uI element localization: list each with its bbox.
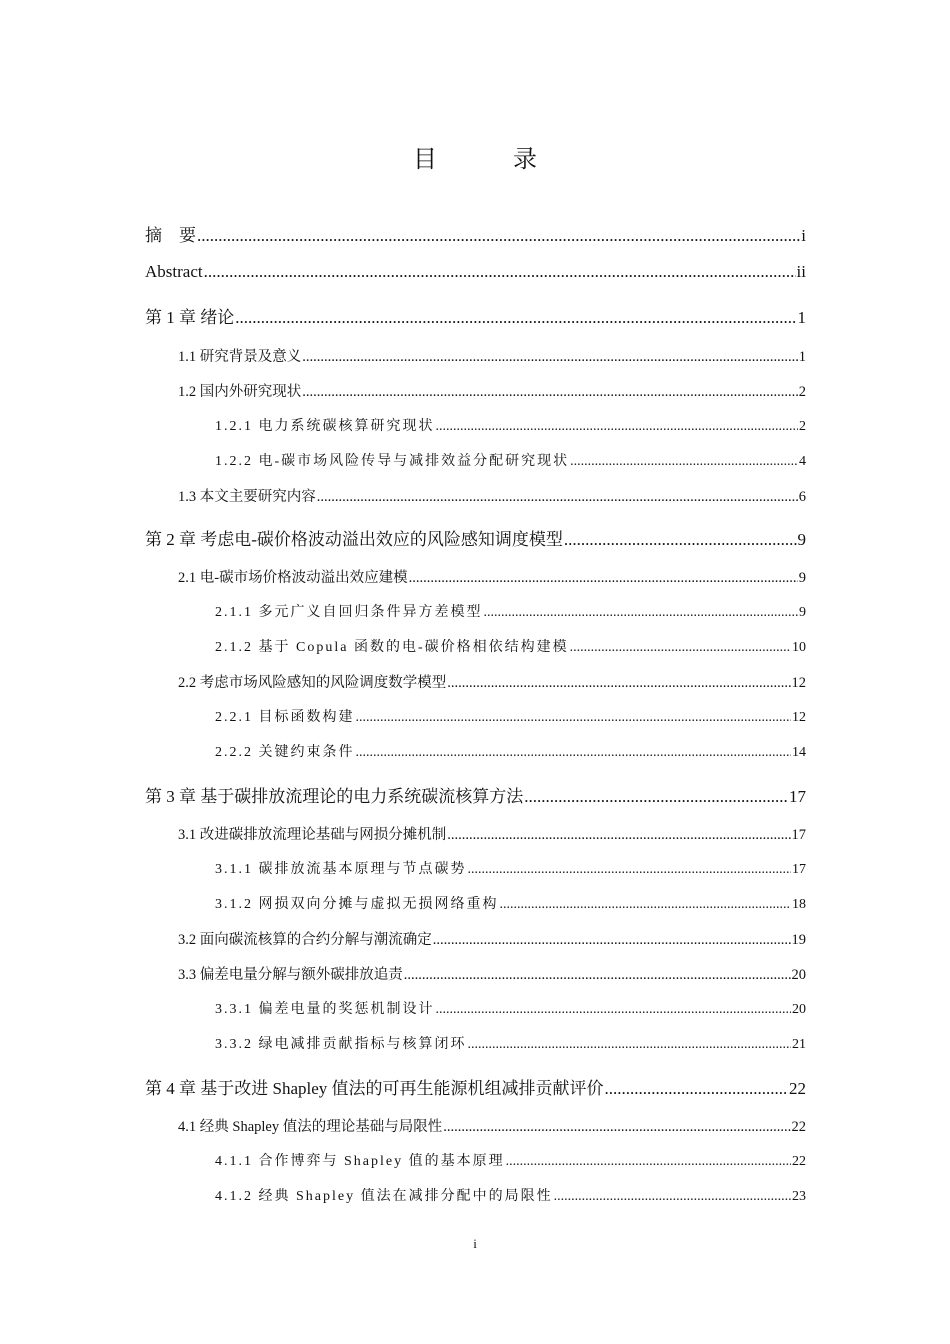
toc-entry-page: 22: [792, 1154, 806, 1169]
toc-entry-page: 20: [792, 1002, 806, 1017]
toc-leader-dots: [554, 1189, 791, 1205]
toc-leader-dots: [404, 967, 791, 984]
toc-title: 目 录: [413, 147, 563, 173]
toc-entry-page: 6: [798, 489, 806, 505]
toc-entry-label: 2.2.2 关键约束条件: [215, 745, 355, 760]
toc-entry[interactable]: [215, 741, 806, 763]
toc-entry[interactable]: [215, 858, 806, 880]
toc-entry-label: 1.3 本文主要研究内容: [178, 489, 316, 505]
toc-entry-label: 摘 要: [145, 226, 196, 245]
toc-entry-page: 1: [798, 349, 806, 365]
toc-entry-label: 4.1.2 经典 Shapley 值法在减排分配中的局限性: [215, 1189, 553, 1204]
toc-entry[interactable]: [215, 1033, 806, 1055]
toc-entry-label: Abstract: [145, 262, 203, 281]
toc-entry-page: 2: [798, 384, 806, 400]
toc-entry-label: 第 1 章 绪论: [145, 308, 235, 327]
toc-entry[interactable]: [145, 1074, 806, 1100]
toc-entry[interactable]: [215, 636, 806, 658]
toc-leader-dots: [570, 454, 798, 470]
toc-leader-dots: [317, 489, 798, 506]
toc-entry-label: 4.1.1 合作博弈与 Shapley 值的基本原理: [215, 1154, 505, 1169]
toc-entry[interactable]: [178, 485, 806, 507]
toc-entry[interactable]: [215, 1185, 806, 1207]
toc-entry-page: ii: [796, 262, 806, 281]
toc-leader-dots: [570, 640, 791, 656]
toc-entry-page: 14: [792, 745, 806, 760]
toc-leader-dots: [468, 1037, 792, 1053]
toc-entry-label: 3.3 偏差电量分解与额外碳排放追责: [178, 967, 403, 983]
toc-entry-page: 22: [789, 1079, 806, 1098]
toc-entry-label: 2.1.2 基于 Copula 函数的电-碳价格相依结构建模: [215, 640, 569, 655]
toc-entry-label: 4.1 经典 Shapley 值法的理论基础与局限性: [178, 1119, 443, 1135]
toc-entry-page: i: [801, 226, 806, 245]
toc-leader-dots: [447, 827, 790, 844]
toc-entry-label: 3.3.2 绿电减排贡献指标与核算闭环: [215, 1037, 467, 1052]
toc-entry-page: 10: [792, 640, 806, 655]
toc-leader-dots: [524, 787, 788, 807]
toc-entry[interactable]: [145, 221, 806, 247]
toc-entry[interactable]: [215, 998, 806, 1020]
toc-leader-dots: [235, 308, 796, 328]
toc-entry-page: 19: [791, 932, 806, 948]
toc-entry[interactable]: [215, 893, 806, 915]
toc-entry[interactable]: [145, 262, 806, 288]
toc-entry-label: 1.2 国内外研究现状: [178, 384, 302, 400]
toc-entry[interactable]: [178, 671, 806, 693]
toc-entry-label: 第 2 章 考虑电-碳价格波动溢出效应的风险感知调度模型: [145, 530, 563, 549]
toc-entry-page: 1: [797, 308, 806, 327]
toc-leader-dots: [468, 862, 792, 878]
toc-entry-page: 9: [799, 605, 806, 620]
page-number: i: [473, 1236, 477, 1251]
toc-entry-page: 22: [791, 1119, 806, 1135]
toc-entry[interactable]: [178, 345, 806, 367]
toc-leader-dots: [484, 605, 799, 621]
toc-entry[interactable]: [178, 566, 806, 588]
toc-entry[interactable]: [215, 706, 806, 728]
toc-leader-dots: [356, 710, 792, 726]
toc-entry[interactable]: [215, 415, 806, 437]
toc-leader-dots: [302, 384, 798, 401]
toc-entry-label: 3.3.1 偏差电量的奖惩机制设计: [215, 1002, 435, 1017]
toc-entry-page: 9: [798, 570, 806, 586]
toc-leader-dots: [564, 530, 797, 550]
toc-leader-dots: [356, 745, 792, 761]
toc-leader-dots: [197, 226, 800, 246]
toc-entry-page: 18: [792, 897, 806, 912]
toc-entry-page: 20: [791, 967, 806, 983]
toc-entry-page: 17: [792, 862, 806, 877]
toc-entry-label: 2.2.1 目标函数构建: [215, 710, 355, 725]
toc-entry[interactable]: [145, 525, 806, 551]
toc-entry[interactable]: [215, 450, 806, 472]
toc-entry[interactable]: [178, 823, 806, 845]
toc-leader-dots: [302, 349, 798, 366]
toc-entry-page: 12: [791, 675, 806, 691]
toc-entry-label: 3.2 面向碳流核算的合约分解与潮流确定: [178, 932, 432, 948]
toc-entry-label: 1.2.1 电力系统碳核算研究现状: [215, 419, 435, 434]
toc-entry-label: 3.1.2 网损双向分摊与虚拟无损网络重构: [215, 897, 499, 912]
toc-leader-dots: [443, 1119, 790, 1136]
toc-leader-dots: [436, 1002, 792, 1018]
toc-entry-page: 23: [792, 1189, 806, 1204]
toc-entry-label: 2.2 考虑市场风险感知的风险调度数学模型: [178, 675, 447, 691]
toc-entry[interactable]: [178, 380, 806, 402]
toc-entry-page: 4: [799, 454, 806, 469]
toc-entry-label: 第 4 章 基于改进 Shapley 值法的可再生能源机组减排贡献评价: [145, 1079, 604, 1098]
toc-entry-label: 2.1.1 多元广义自回归条件异方差模型: [215, 605, 483, 620]
toc-entry-page: 17: [789, 787, 806, 806]
toc-entry[interactable]: [145, 303, 806, 329]
toc-leader-dots: [447, 675, 790, 692]
toc-leader-dots: [409, 570, 798, 587]
toc-entry-page: 12: [792, 710, 806, 725]
toc-entry[interactable]: [145, 782, 806, 808]
toc-entry-page: 9: [797, 530, 806, 549]
toc-leader-dots: [506, 1154, 791, 1170]
toc-entry-label: 2.1 电-碳市场价格波动溢出效应建模: [178, 570, 408, 586]
toc-entry-label: 3.1 改进碳排放流理论基础与网损分摊机制: [178, 827, 447, 843]
toc-entry[interactable]: [178, 963, 806, 985]
toc-entry[interactable]: [215, 1150, 806, 1172]
toc-leader-dots: [433, 932, 791, 949]
toc-entry-page: 2: [799, 419, 806, 434]
toc-leader-dots: [204, 262, 796, 282]
toc-entry[interactable]: [178, 928, 806, 950]
toc-entry-page: 17: [791, 827, 806, 843]
toc-entry[interactable]: [215, 601, 806, 623]
toc-entry-label: 3.1.1 碳排放流基本原理与节点碳势: [215, 862, 467, 877]
toc-entry-label: 1.2.2 电-碳市场风险传导与减排效益分配研究现状: [215, 454, 570, 469]
toc-leader-dots: [436, 419, 799, 435]
toc-entry[interactable]: [178, 1115, 806, 1137]
toc-leader-dots: [605, 1079, 788, 1099]
toc-entry-page: 21: [792, 1037, 806, 1052]
toc-entry-label: 1.1 研究背景及意义: [178, 349, 302, 365]
toc-leader-dots: [500, 897, 792, 913]
toc-entry-label: 第 3 章 基于碳排放流理论的电力系统碳流核算方法: [145, 787, 524, 806]
